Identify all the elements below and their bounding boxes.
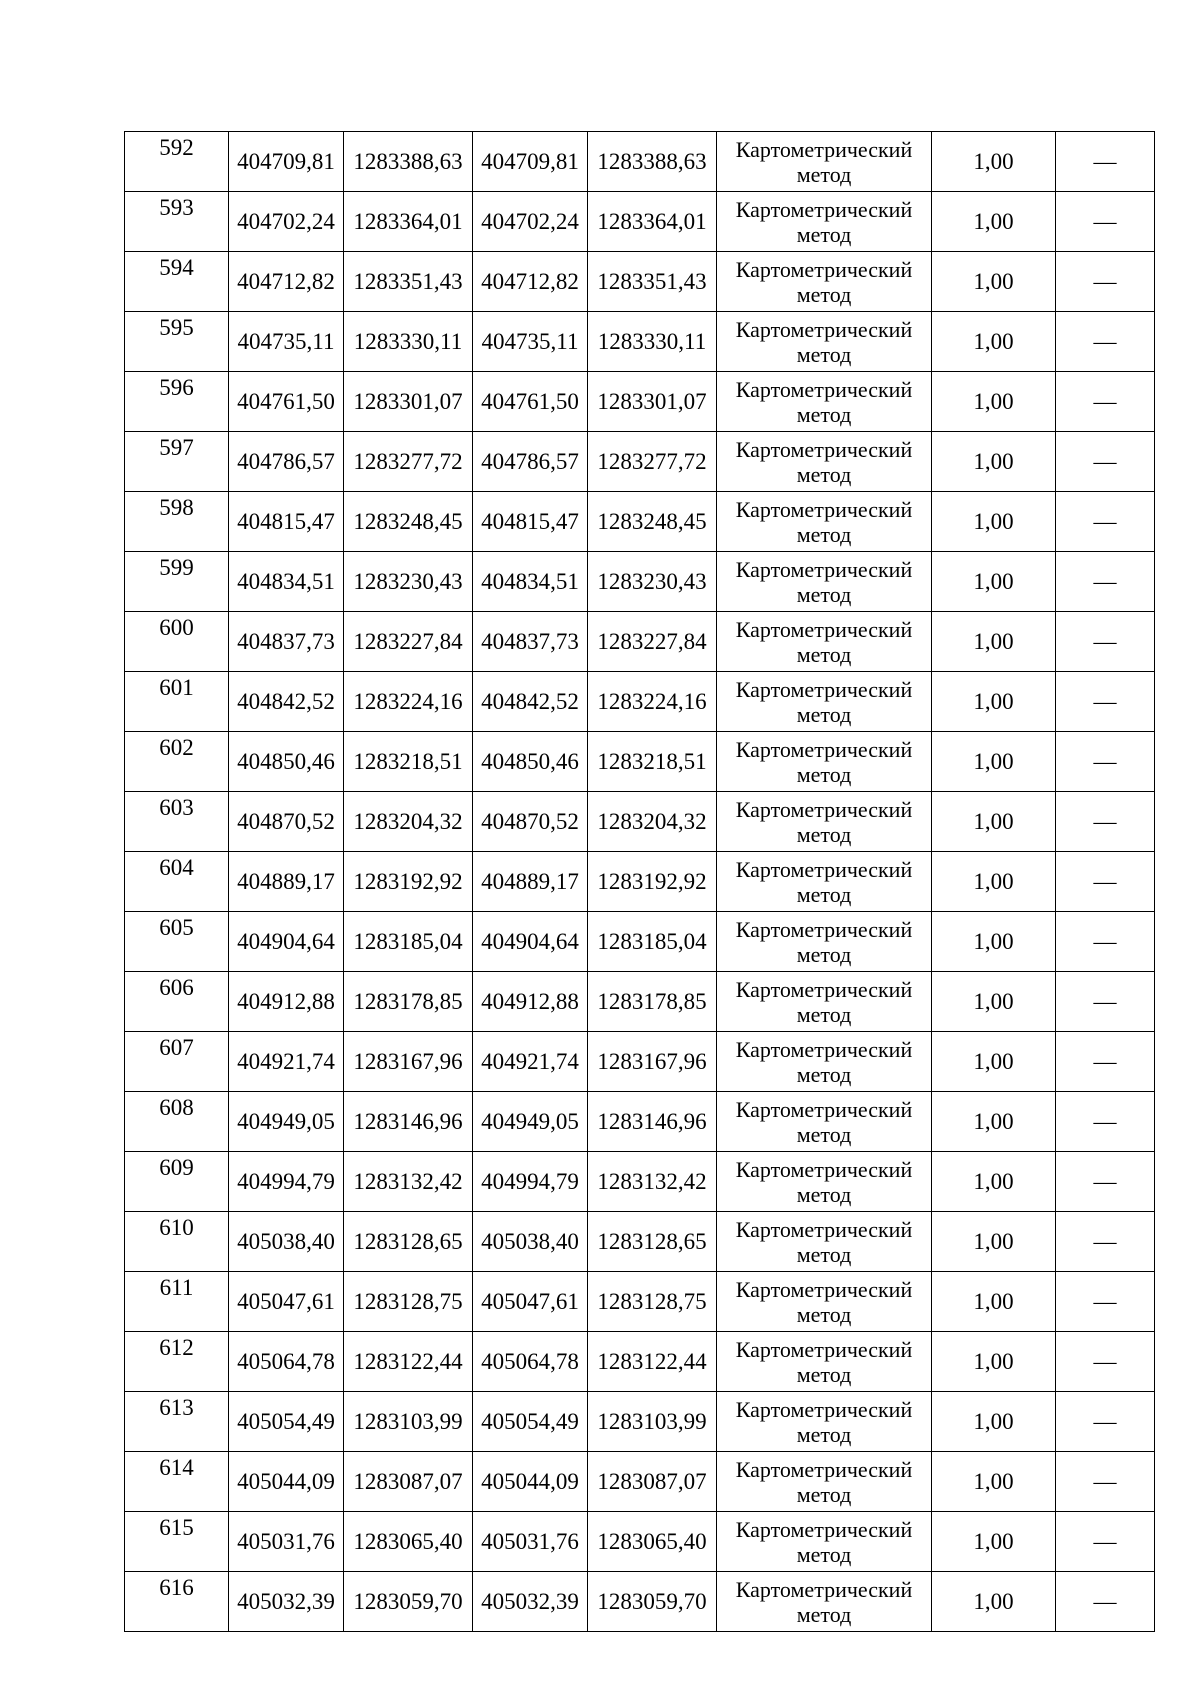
dash-cell: — xyxy=(1056,492,1155,552)
point-number-cell: 611 xyxy=(125,1272,229,1332)
y-coordinate-cell: 1283146,96 xyxy=(344,1092,473,1152)
accuracy-cell: 1,00 xyxy=(932,372,1056,432)
dash-cell: — xyxy=(1056,732,1155,792)
y-coordinate-cell: 1283230,43 xyxy=(344,552,473,612)
y-coordinate-cell: 1283192,92 xyxy=(588,852,717,912)
x-coordinate-cell: 404921,74 xyxy=(473,1032,588,1092)
method-cell: Картометрический метод xyxy=(717,192,932,252)
dash-cell: — xyxy=(1056,132,1155,192)
accuracy-cell: 1,00 xyxy=(932,1152,1056,1212)
y-coordinate-cell: 1283059,70 xyxy=(588,1572,717,1632)
y-coordinate-cell: 1283132,42 xyxy=(344,1152,473,1212)
method-cell: Картометрический метод xyxy=(717,912,932,972)
accuracy-cell: 1,00 xyxy=(932,552,1056,612)
table-row xyxy=(125,432,1155,492)
dash-cell: — xyxy=(1056,1152,1155,1212)
x-coordinate-cell: 404889,17 xyxy=(473,852,588,912)
method-cell: Картометрический метод xyxy=(717,1032,932,1092)
y-coordinate-cell: 1283178,85 xyxy=(588,972,717,1032)
x-coordinate-cell: 405032,39 xyxy=(473,1572,588,1632)
point-number-cell: 614 xyxy=(125,1452,229,1512)
point-number-cell: 603 xyxy=(125,792,229,852)
y-coordinate-cell: 1283224,16 xyxy=(344,672,473,732)
table-row xyxy=(125,552,1155,612)
table-row xyxy=(125,1272,1155,1332)
y-coordinate-cell: 1283185,04 xyxy=(588,912,717,972)
table-row xyxy=(125,1212,1155,1272)
accuracy-cell: 1,00 xyxy=(932,912,1056,972)
accuracy-cell: 1,00 xyxy=(932,1032,1056,1092)
x-coordinate-cell: 404815,47 xyxy=(229,492,344,552)
accuracy-cell: 1,00 xyxy=(932,672,1056,732)
point-number-cell: 606 xyxy=(125,972,229,1032)
y-coordinate-cell: 1283351,43 xyxy=(344,252,473,312)
point-number-cell: 605 xyxy=(125,912,229,972)
x-coordinate-cell: 405038,40 xyxy=(473,1212,588,1272)
x-coordinate-cell: 404912,88 xyxy=(229,972,344,1032)
point-number-cell: 602 xyxy=(125,732,229,792)
y-coordinate-cell: 1283301,07 xyxy=(588,372,717,432)
x-coordinate-cell: 404842,52 xyxy=(229,672,344,732)
method-cell: Картометрический метод xyxy=(717,1452,932,1512)
point-number-cell: 601 xyxy=(125,672,229,732)
x-coordinate-cell: 404870,52 xyxy=(473,792,588,852)
accuracy-cell: 1,00 xyxy=(932,432,1056,492)
y-coordinate-cell: 1283224,16 xyxy=(588,672,717,732)
dash-cell: — xyxy=(1056,1272,1155,1332)
method-cell: Картометрический метод xyxy=(717,792,932,852)
x-coordinate-cell: 404949,05 xyxy=(473,1092,588,1152)
point-number-cell: 596 xyxy=(125,372,229,432)
coordinates-table xyxy=(124,131,1155,1632)
point-number-cell: 597 xyxy=(125,432,229,492)
x-coordinate-cell: 404761,50 xyxy=(473,372,588,432)
dash-cell: — xyxy=(1056,672,1155,732)
x-coordinate-cell: 404834,51 xyxy=(229,552,344,612)
dash-cell: — xyxy=(1056,312,1155,372)
y-coordinate-cell: 1283230,43 xyxy=(588,552,717,612)
accuracy-cell: 1,00 xyxy=(932,252,1056,312)
method-cell: Картометрический метод xyxy=(717,132,932,192)
dash-cell: — xyxy=(1056,432,1155,492)
dash-cell: — xyxy=(1056,1092,1155,1152)
y-coordinate-cell: 1283132,42 xyxy=(588,1152,717,1212)
point-number-cell: 615 xyxy=(125,1512,229,1572)
table-row xyxy=(125,1032,1155,1092)
y-coordinate-cell: 1283364,01 xyxy=(588,192,717,252)
y-coordinate-cell: 1283167,96 xyxy=(588,1032,717,1092)
y-coordinate-cell: 1283218,51 xyxy=(344,732,473,792)
y-coordinate-cell: 1283059,70 xyxy=(344,1572,473,1632)
point-number-cell: 612 xyxy=(125,1332,229,1392)
table-row xyxy=(125,612,1155,672)
x-coordinate-cell: 404702,24 xyxy=(229,192,344,252)
x-coordinate-cell: 404712,82 xyxy=(229,252,344,312)
x-coordinate-cell: 404850,46 xyxy=(229,732,344,792)
point-number-cell: 592 xyxy=(125,132,229,192)
point-number-cell: 594 xyxy=(125,252,229,312)
dash-cell: — xyxy=(1056,1512,1155,1572)
method-cell: Картометрический метод xyxy=(717,252,932,312)
method-cell: Картометрический метод xyxy=(717,552,932,612)
x-coordinate-cell: 405054,49 xyxy=(229,1392,344,1452)
table-row xyxy=(125,1572,1155,1632)
dash-cell: — xyxy=(1056,192,1155,252)
table-row xyxy=(125,492,1155,552)
point-number-cell: 598 xyxy=(125,492,229,552)
y-coordinate-cell: 1283178,85 xyxy=(344,972,473,1032)
y-coordinate-cell: 1283218,51 xyxy=(588,732,717,792)
accuracy-cell: 1,00 xyxy=(932,852,1056,912)
accuracy-cell: 1,00 xyxy=(932,1572,1056,1632)
x-coordinate-cell: 404709,81 xyxy=(229,132,344,192)
x-coordinate-cell: 405044,09 xyxy=(473,1452,588,1512)
accuracy-cell: 1,00 xyxy=(932,1332,1056,1392)
x-coordinate-cell: 404904,64 xyxy=(473,912,588,972)
point-number-cell: 613 xyxy=(125,1392,229,1452)
y-coordinate-cell: 1283388,63 xyxy=(344,132,473,192)
y-coordinate-cell: 1283128,65 xyxy=(588,1212,717,1272)
method-cell: Картометрический метод xyxy=(717,1152,932,1212)
table-row xyxy=(125,372,1155,432)
x-coordinate-cell: 404994,79 xyxy=(229,1152,344,1212)
x-coordinate-cell: 404921,74 xyxy=(229,1032,344,1092)
accuracy-cell: 1,00 xyxy=(932,1512,1056,1572)
point-number-cell: 599 xyxy=(125,552,229,612)
method-cell: Картометрический метод xyxy=(717,1332,932,1392)
dash-cell: — xyxy=(1056,912,1155,972)
x-coordinate-cell: 404834,51 xyxy=(473,552,588,612)
accuracy-cell: 1,00 xyxy=(932,192,1056,252)
x-coordinate-cell: 404870,52 xyxy=(229,792,344,852)
point-number-cell: 610 xyxy=(125,1212,229,1272)
point-number-cell: 604 xyxy=(125,852,229,912)
method-cell: Картометрический метод xyxy=(717,1512,932,1572)
y-coordinate-cell: 1283128,65 xyxy=(344,1212,473,1272)
accuracy-cell: 1,00 xyxy=(932,732,1056,792)
y-coordinate-cell: 1283185,04 xyxy=(344,912,473,972)
table-row xyxy=(125,732,1155,792)
y-coordinate-cell: 1283204,32 xyxy=(588,792,717,852)
table-row xyxy=(125,792,1155,852)
x-coordinate-cell: 405064,78 xyxy=(473,1332,588,1392)
y-coordinate-cell: 1283065,40 xyxy=(588,1512,717,1572)
dash-cell: — xyxy=(1056,972,1155,1032)
point-number-cell: 595 xyxy=(125,312,229,372)
dash-cell: — xyxy=(1056,852,1155,912)
x-coordinate-cell: 404889,17 xyxy=(229,852,344,912)
accuracy-cell: 1,00 xyxy=(932,612,1056,672)
table-row xyxy=(125,852,1155,912)
x-coordinate-cell: 405047,61 xyxy=(473,1272,588,1332)
accuracy-cell: 1,00 xyxy=(932,1392,1056,1452)
table-row xyxy=(125,1452,1155,1512)
x-coordinate-cell: 404837,73 xyxy=(473,612,588,672)
x-coordinate-cell: 404842,52 xyxy=(473,672,588,732)
y-coordinate-cell: 1283192,92 xyxy=(344,852,473,912)
y-coordinate-cell: 1283248,45 xyxy=(588,492,717,552)
dash-cell: — xyxy=(1056,1332,1155,1392)
method-cell: Картометрический метод xyxy=(717,672,932,732)
accuracy-cell: 1,00 xyxy=(932,1452,1056,1512)
x-coordinate-cell: 405064,78 xyxy=(229,1332,344,1392)
table-row xyxy=(125,1332,1155,1392)
y-coordinate-cell: 1283330,11 xyxy=(344,312,473,372)
x-coordinate-cell: 404815,47 xyxy=(473,492,588,552)
table-row xyxy=(125,192,1155,252)
accuracy-cell: 1,00 xyxy=(932,1212,1056,1272)
table-row xyxy=(125,1512,1155,1572)
dash-cell: — xyxy=(1056,1032,1155,1092)
y-coordinate-cell: 1283227,84 xyxy=(344,612,473,672)
method-cell: Картометрический метод xyxy=(717,312,932,372)
method-cell: Картометрический метод xyxy=(717,612,932,672)
y-coordinate-cell: 1283087,07 xyxy=(344,1452,473,1512)
y-coordinate-cell: 1283167,96 xyxy=(344,1032,473,1092)
table-row xyxy=(125,912,1155,972)
accuracy-cell: 1,00 xyxy=(932,492,1056,552)
dash-cell: — xyxy=(1056,1572,1155,1632)
x-coordinate-cell: 404912,88 xyxy=(473,972,588,1032)
y-coordinate-cell: 1283301,07 xyxy=(344,372,473,432)
method-cell: Картометрический метод xyxy=(717,732,932,792)
y-coordinate-cell: 1283146,96 xyxy=(588,1092,717,1152)
method-cell: Картометрический метод xyxy=(717,432,932,492)
x-coordinate-cell: 404712,82 xyxy=(473,252,588,312)
dash-cell: — xyxy=(1056,252,1155,312)
x-coordinate-cell: 404702,24 xyxy=(473,192,588,252)
x-coordinate-cell: 404735,11 xyxy=(229,312,344,372)
method-cell: Картометрический метод xyxy=(717,492,932,552)
accuracy-cell: 1,00 xyxy=(932,1272,1056,1332)
dash-cell: — xyxy=(1056,552,1155,612)
table-row xyxy=(125,252,1155,312)
method-cell: Картометрический метод xyxy=(717,1572,932,1632)
dash-cell: — xyxy=(1056,1452,1155,1512)
accuracy-cell: 1,00 xyxy=(932,972,1056,1032)
accuracy-cell: 1,00 xyxy=(932,1092,1056,1152)
method-cell: Картометрический метод xyxy=(717,372,932,432)
x-coordinate-cell: 404735,11 xyxy=(473,312,588,372)
method-cell: Картометрический метод xyxy=(717,1272,932,1332)
dash-cell: — xyxy=(1056,792,1155,852)
y-coordinate-cell: 1283227,84 xyxy=(588,612,717,672)
x-coordinate-cell: 405047,61 xyxy=(229,1272,344,1332)
x-coordinate-cell: 404994,79 xyxy=(473,1152,588,1212)
y-coordinate-cell: 1283351,43 xyxy=(588,252,717,312)
y-coordinate-cell: 1283103,99 xyxy=(588,1392,717,1452)
x-coordinate-cell: 404709,81 xyxy=(473,132,588,192)
dash-cell: — xyxy=(1056,612,1155,672)
x-coordinate-cell: 404904,64 xyxy=(229,912,344,972)
accuracy-cell: 1,00 xyxy=(932,132,1056,192)
method-cell: Картометрический метод xyxy=(717,972,932,1032)
x-coordinate-cell: 404837,73 xyxy=(229,612,344,672)
dash-cell: — xyxy=(1056,1212,1155,1272)
point-number-cell: 616 xyxy=(125,1572,229,1632)
y-coordinate-cell: 1283128,75 xyxy=(588,1272,717,1332)
y-coordinate-cell: 1283128,75 xyxy=(344,1272,473,1332)
table-row xyxy=(125,1152,1155,1212)
x-coordinate-cell: 405031,76 xyxy=(473,1512,588,1572)
point-number-cell: 609 xyxy=(125,1152,229,1212)
y-coordinate-cell: 1283364,01 xyxy=(344,192,473,252)
point-number-cell: 593 xyxy=(125,192,229,252)
x-coordinate-cell: 404761,50 xyxy=(229,372,344,432)
table-row xyxy=(125,972,1155,1032)
dash-cell: — xyxy=(1056,1392,1155,1452)
y-coordinate-cell: 1283087,07 xyxy=(588,1452,717,1512)
y-coordinate-cell: 1283204,32 xyxy=(344,792,473,852)
y-coordinate-cell: 1283248,45 xyxy=(344,492,473,552)
table-row xyxy=(125,312,1155,372)
point-number-cell: 608 xyxy=(125,1092,229,1152)
point-number-cell: 607 xyxy=(125,1032,229,1092)
method-cell: Картометрический метод xyxy=(717,852,932,912)
x-coordinate-cell: 405038,40 xyxy=(229,1212,344,1272)
y-coordinate-cell: 1283330,11 xyxy=(588,312,717,372)
x-coordinate-cell: 404786,57 xyxy=(473,432,588,492)
y-coordinate-cell: 1283277,72 xyxy=(588,432,717,492)
table-body xyxy=(125,132,1155,1632)
y-coordinate-cell: 1283103,99 xyxy=(344,1392,473,1452)
accuracy-cell: 1,00 xyxy=(932,312,1056,372)
y-coordinate-cell: 1283122,44 xyxy=(344,1332,473,1392)
accuracy-cell: 1,00 xyxy=(932,792,1056,852)
x-coordinate-cell: 405054,49 xyxy=(473,1392,588,1452)
table-row xyxy=(125,1092,1155,1152)
y-coordinate-cell: 1283277,72 xyxy=(344,432,473,492)
table-row xyxy=(125,1392,1155,1452)
x-coordinate-cell: 404850,46 xyxy=(473,732,588,792)
x-coordinate-cell: 404949,05 xyxy=(229,1092,344,1152)
x-coordinate-cell: 405044,09 xyxy=(229,1452,344,1512)
x-coordinate-cell: 405032,39 xyxy=(229,1572,344,1632)
x-coordinate-cell: 404786,57 xyxy=(229,432,344,492)
method-cell: Картометрический метод xyxy=(717,1392,932,1452)
method-cell: Картометрический метод xyxy=(717,1212,932,1272)
dash-cell: — xyxy=(1056,372,1155,432)
table-row xyxy=(125,132,1155,192)
method-cell: Картометрический метод xyxy=(717,1092,932,1152)
table-row xyxy=(125,672,1155,732)
point-number-cell: 600 xyxy=(125,612,229,672)
y-coordinate-cell: 1283065,40 xyxy=(344,1512,473,1572)
y-coordinate-cell: 1283122,44 xyxy=(588,1332,717,1392)
x-coordinate-cell: 405031,76 xyxy=(229,1512,344,1572)
y-coordinate-cell: 1283388,63 xyxy=(588,132,717,192)
